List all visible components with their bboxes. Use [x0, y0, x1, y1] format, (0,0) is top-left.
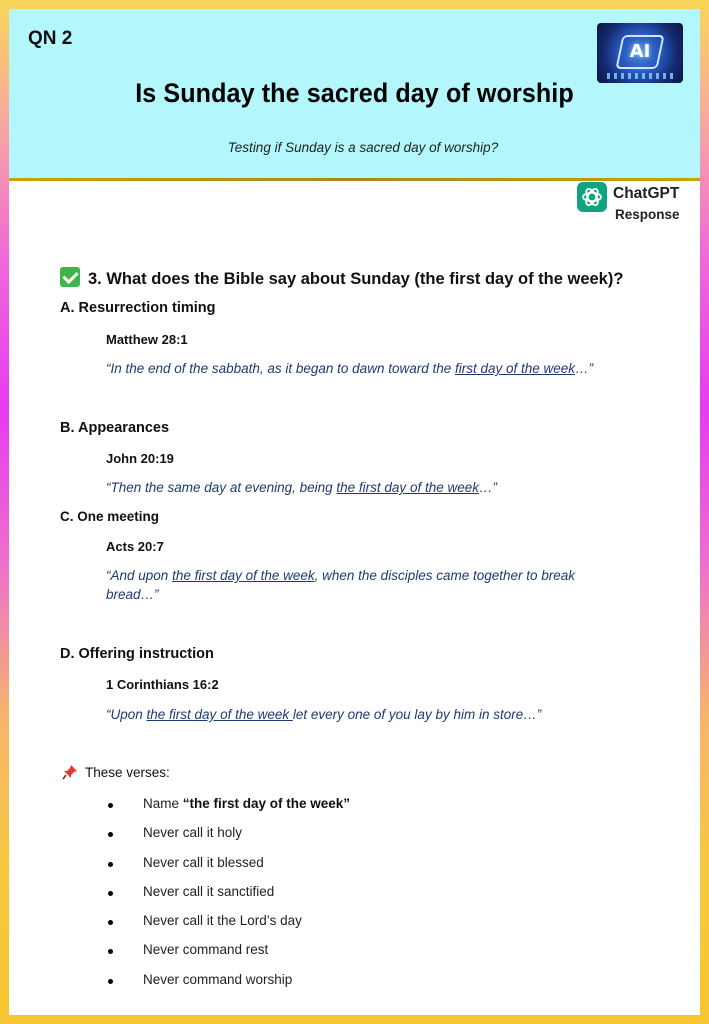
- section-a-title: A. Resurrection timing: [60, 300, 216, 316]
- section-c-ref: Acts 20:7: [106, 539, 164, 554]
- list-item: Never call it holy: [105, 825, 350, 854]
- section-a-ref: Matthew 28:1: [106, 332, 188, 347]
- pushpin-icon: [62, 764, 78, 780]
- header-divider: [9, 178, 700, 181]
- section-d-ref: 1 Corinthians 16:2: [106, 677, 219, 692]
- quote-text: “Then the same day at evening, being: [106, 480, 337, 495]
- check-mark-icon: [60, 267, 80, 287]
- chip-pins: [607, 73, 673, 79]
- quote-text-end: …”: [478, 480, 497, 495]
- section-d-quote: [106, 705, 646, 724]
- chatgpt-logo-icon: [577, 182, 607, 212]
- header-banner: [9, 9, 700, 179]
- document-page: [9, 9, 700, 1015]
- list-item-bold: “the first day of the week”: [182, 796, 351, 811]
- ai-chip-text: AI: [629, 41, 651, 62]
- list-item: Never command rest: [105, 942, 350, 971]
- summary-intro: These verses:: [85, 765, 170, 780]
- section-d-title: D. Offering instruction: [60, 646, 214, 662]
- question-number: QN 2: [28, 28, 73, 49]
- list-item: [105, 796, 350, 825]
- quote-underlined: the first day of the week: [336, 480, 479, 495]
- list-item: Never call it sanctified: [105, 884, 350, 913]
- quote-text-end: let every one of you lay by him in store…”: [292, 707, 542, 722]
- ai-chip-icon: [597, 23, 683, 83]
- page-subtitle: Testing if Sunday is a sacred day of worship?: [227, 140, 499, 155]
- section-a-quote: [106, 359, 646, 378]
- summary-list: [105, 796, 350, 1001]
- list-item-text: Name: [143, 796, 183, 811]
- response-source-sub: Response: [615, 207, 680, 222]
- page-title: Is Sunday the sacred day of worship: [135, 78, 574, 108]
- section-c-title: C. One meeting: [60, 509, 160, 524]
- quote-text: “And upon: [106, 568, 173, 583]
- quote-underlined: the first day of the week: [146, 707, 293, 722]
- quote-text-end: , when the disciples came together to break bread…”: [106, 568, 576, 602]
- section-b-quote: [106, 478, 646, 497]
- quote-text: “Upon: [106, 707, 147, 722]
- section-b-title: B. Appearances: [60, 420, 170, 436]
- list-item: Never call it blessed: [105, 855, 350, 884]
- quote-text-end: …”: [575, 361, 594, 376]
- section-c-quote: [106, 566, 626, 604]
- list-item: Never call it the Lord’s day: [105, 913, 350, 942]
- quote-underlined: the first day of the week: [172, 568, 315, 583]
- question-heading: [60, 267, 623, 289]
- quote-text: “In the end of the sabbath, as it began to dawn toward the: [106, 361, 455, 376]
- response-source-label: ChatGPT: [613, 185, 680, 202]
- list-item: Never command worship: [105, 972, 350, 1001]
- section-b-ref: John 20:19: [106, 451, 174, 466]
- quote-underlined: first day of the week: [455, 361, 576, 376]
- question-heading-text: 3. What does the Bible say about Sunday (the first day of the week)?: [88, 270, 624, 288]
